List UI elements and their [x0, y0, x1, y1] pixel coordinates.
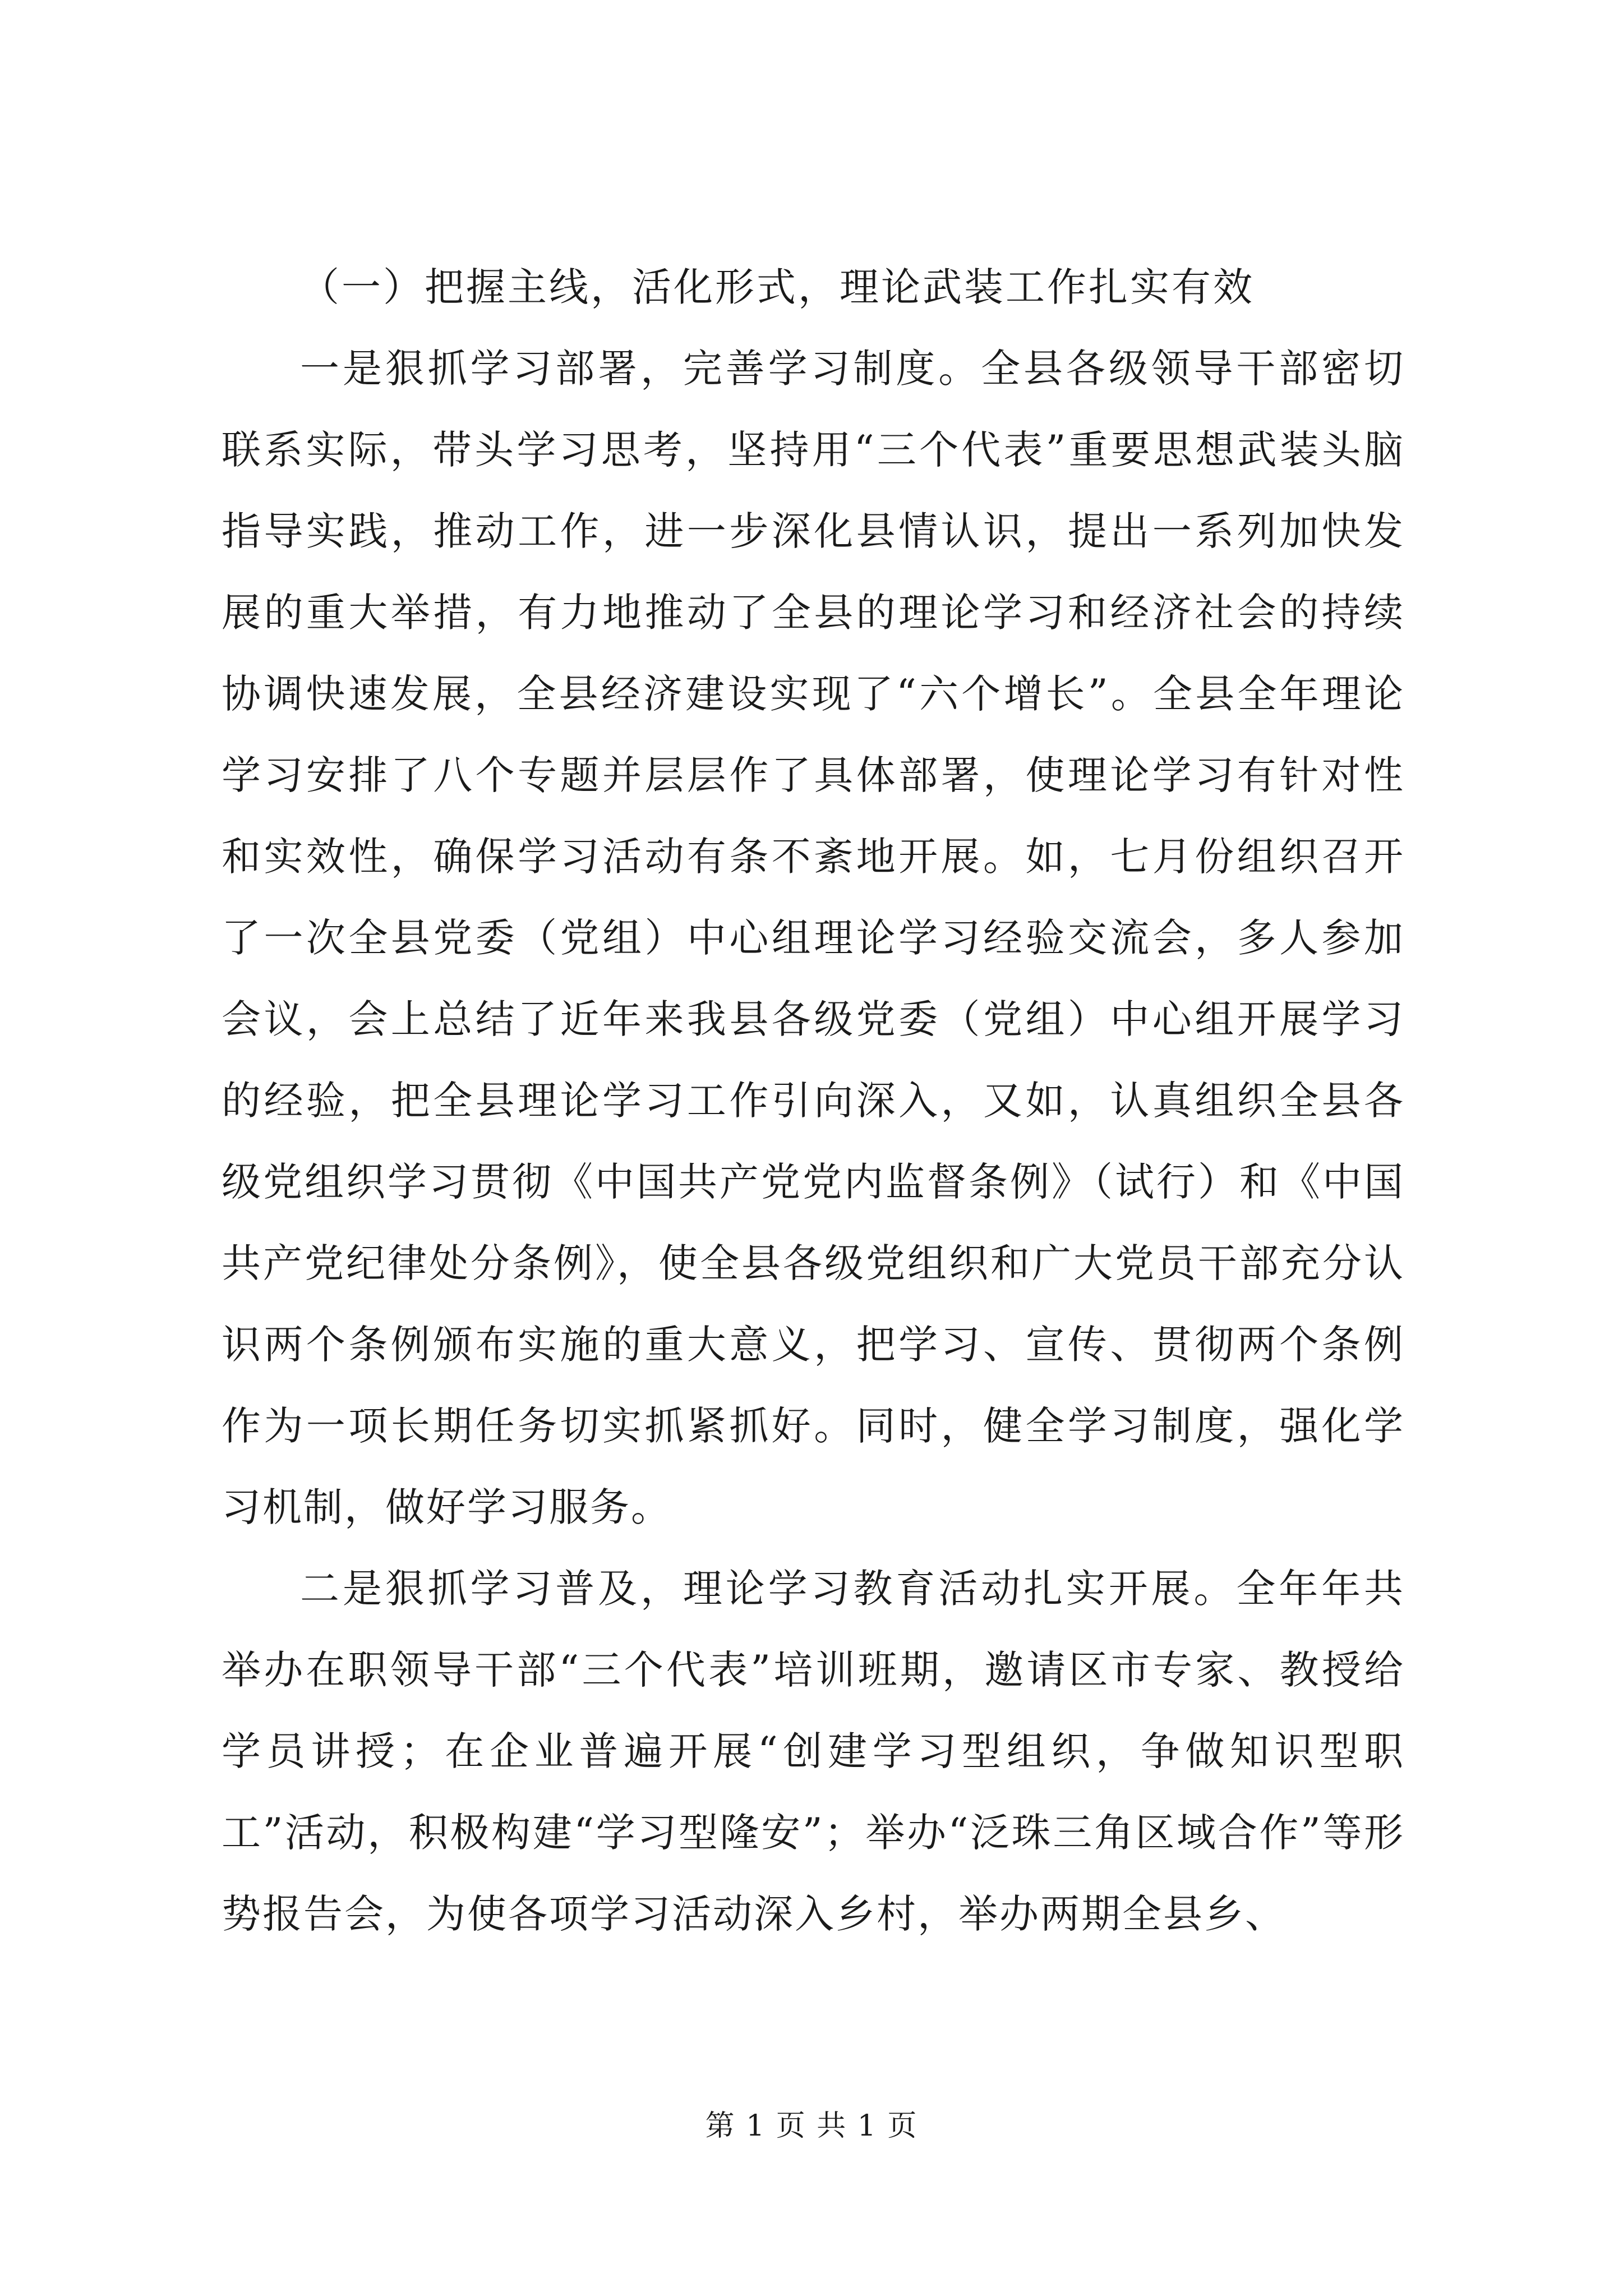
section-heading: （一）把握主线，活化形式，理论武装工作扎实有效 — [300, 264, 1255, 310]
page-footer: 第 1 页 共 1 页 — [705, 2109, 918, 2143]
document-body — [222, 247, 1405, 1955]
paragraph-1: 一是狠抓学习部署，完善学习制度。全县各级领导干部密切联系实际，带头学习思考，坚持用“三个代表”重要思想武装头脑指导实践，推动工作，进一步深化县情认识，提出一系列加快发展的重大举措，有力地推动了全县的理论学习和经济社会的持续协调快速发展，全县经济建设实现了“六个增长”。全县全年理论学习安排了八个专题并层层作了具体部署，使理论学习有针对性和实效性，确保学习活动有条不紊地开展。如，七月份组织召开了一次全县党委（党组）中心组理论学习经验交流会，多人参加会议，会上总结了近年来我县各级党委（党组）中心组开展学习的经验，把全县理论学习工作引向深入，又如，认真组织全县各级党组织学习贯彻《中国共产党党内监督条例》（试行）和《中国共产党纪律处分条例》，使全县各级党组织和广大党员干部充分认识两个条例颁布实施的重大意义，把学习、宣传、贯彻两个条例作为一项长期任务切实抓紧抓好。同时，健全学习制度，强化学习机制，做好学习服务。 — [222, 346, 1405, 1530]
paragraph-2: 二是狠抓学习普及，理论学习教育活动扎实开展。全年年共举办在职领导干部“三个代表”培训班期，邀请区市专家、教授给学员讲授；在企业普遍开展“创建学习型组织，争做知识型职工”活动，积极构建“学习型隆安”；举办“泛珠三角区域合作”等形势报告会，为使各项学习活动深入乡村，举办两期全县乡、 — [222, 1566, 1405, 1937]
